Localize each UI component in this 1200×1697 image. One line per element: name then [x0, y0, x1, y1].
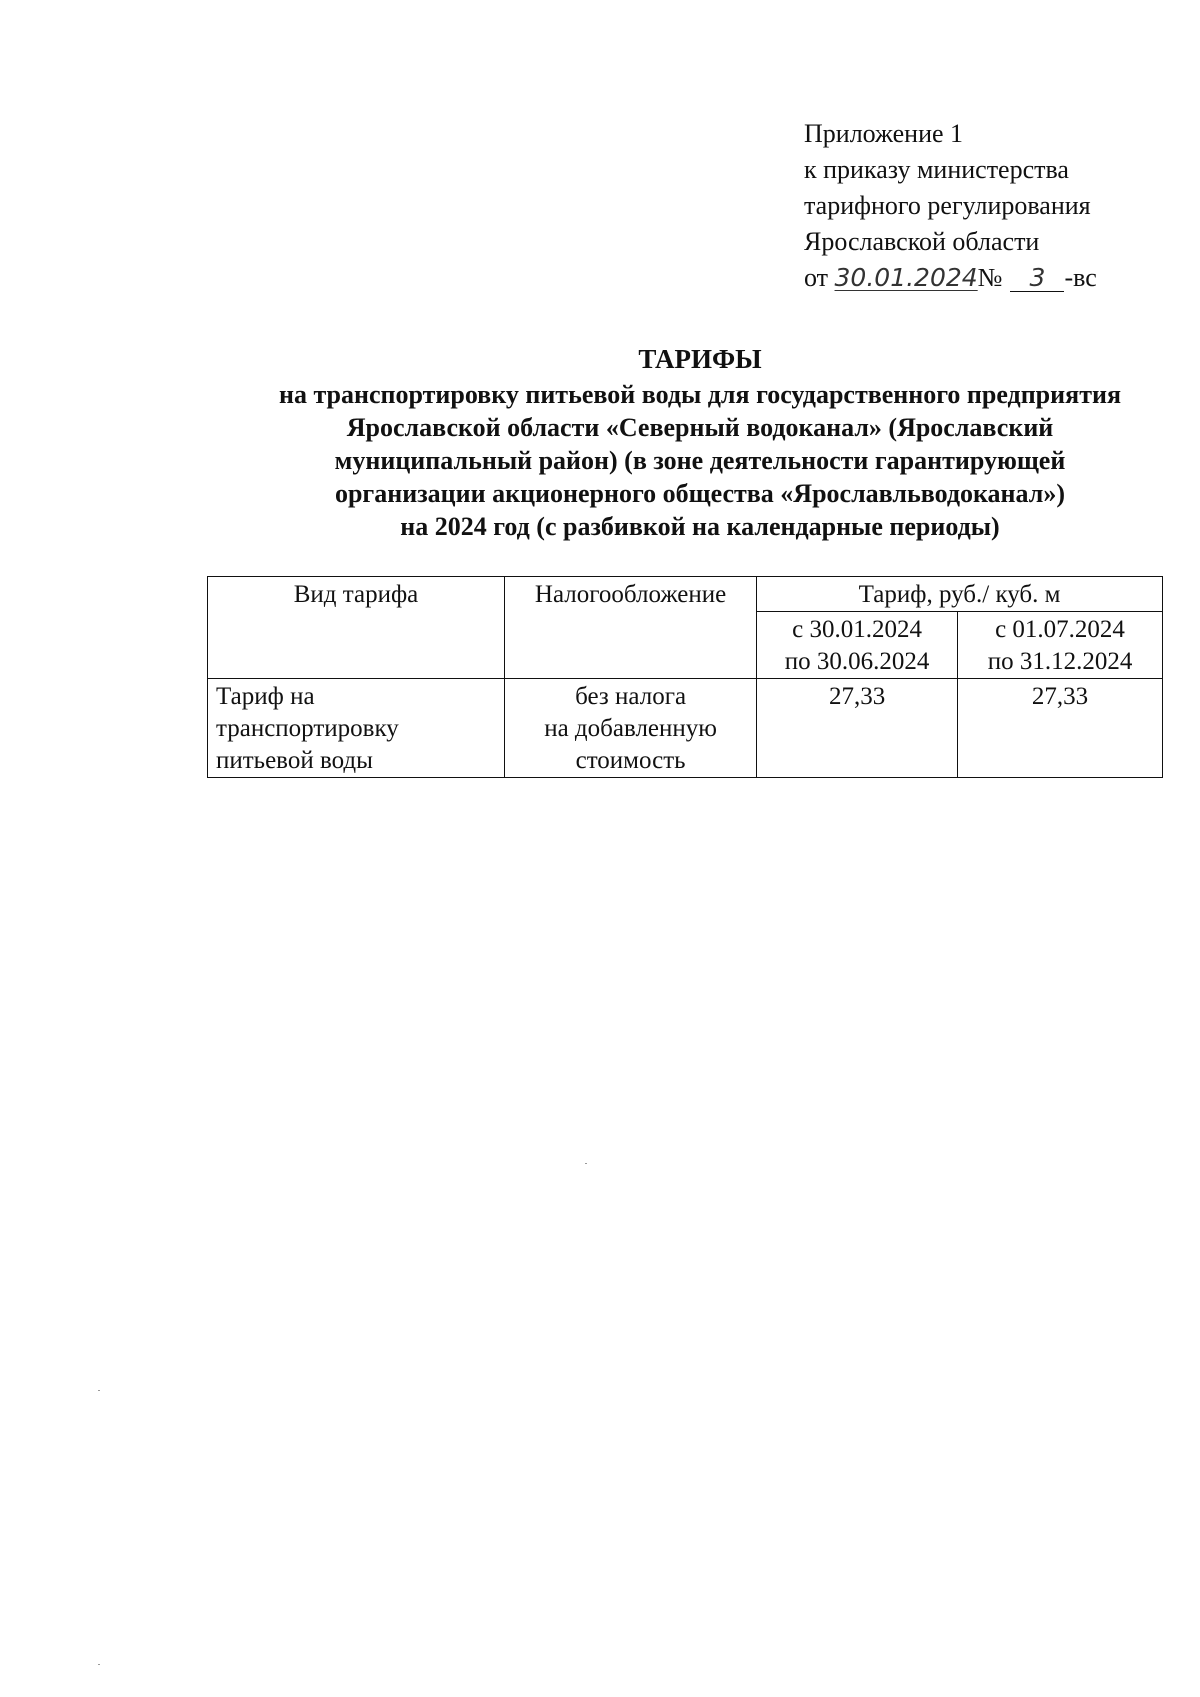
appendix-region: Ярославской области — [804, 227, 1040, 256]
handwritten-date: 30.01.2024 — [834, 263, 978, 292]
header-period-2-end: по 31.12.2024 — [987, 648, 1133, 675]
scan-speck — [98, 1664, 100, 1665]
cell-tariff-type — [208, 679, 505, 778]
document-subtitle-line-5: на 2024 год (с разбивкой на календарные периоды) — [400, 512, 1000, 541]
header-tariff-type: Вид тарифа — [208, 577, 505, 679]
appendix-ministry: тарифного регулирования — [804, 191, 1091, 220]
header-period-1-start: с 30.01.2024 — [792, 616, 922, 643]
header-period-1 — [757, 612, 958, 679]
header-taxation: Налогообложение — [505, 577, 757, 679]
document-title-block — [160, 343, 1200, 543]
cell-tariff-type-line-1: Тариф на — [216, 683, 315, 710]
document-title: ТАРИФЫ — [638, 344, 762, 374]
table-row — [208, 679, 1163, 778]
document-subtitle-line-2: Ярославской области «Северный водоканал» (Ярославский — [346, 413, 1054, 442]
date-prefix: от — [804, 263, 829, 292]
scan-speck — [585, 1163, 587, 1164]
header-period-2 — [958, 612, 1163, 679]
header-tariff-group: Тариф, руб./ куб. м — [757, 577, 1163, 612]
appendix-date-number-line — [804, 260, 1164, 296]
header-period-1-end: по 30.06.2024 — [784, 648, 930, 675]
appendix-order-ref: к приказу министерства — [804, 155, 1069, 184]
cell-period-2-value: 27,33 — [958, 679, 1163, 778]
cell-tariff-type-line-2: транспортировку — [216, 715, 399, 742]
cell-taxation — [505, 679, 757, 778]
order-number-field — [1010, 265, 1064, 292]
cell-taxation-line-2: на добавленную — [544, 715, 717, 742]
cell-taxation-line-1: без налога — [575, 683, 687, 710]
document-subtitle-line-4: организации акционерного общества «Ярославльводоканал») — [334, 479, 1066, 508]
handwritten-order-number: 3 — [1029, 263, 1046, 292]
header-period-2-start: с 01.07.2024 — [995, 616, 1125, 643]
cell-period-1-value: 27,33 — [757, 679, 958, 778]
number-sign: № — [977, 263, 1003, 292]
appendix-header — [804, 116, 1164, 296]
tariff-table — [207, 576, 1163, 778]
appendix-title: Приложение 1 — [804, 119, 964, 148]
cell-taxation-line-3: стоимость — [575, 747, 686, 774]
document-subtitle-line-3: муниципальный район) (в зоне деятельности гарантирующей — [334, 446, 1066, 475]
number-suffix: -вс — [1064, 263, 1097, 292]
cell-tariff-type-line-3: питьевой воды — [216, 747, 373, 774]
document-subtitle-line-1: на транспортировку питьевой воды для государственного предприятия — [278, 380, 1122, 409]
table-header-row — [208, 577, 1163, 612]
scan-speck — [98, 1390, 100, 1391]
